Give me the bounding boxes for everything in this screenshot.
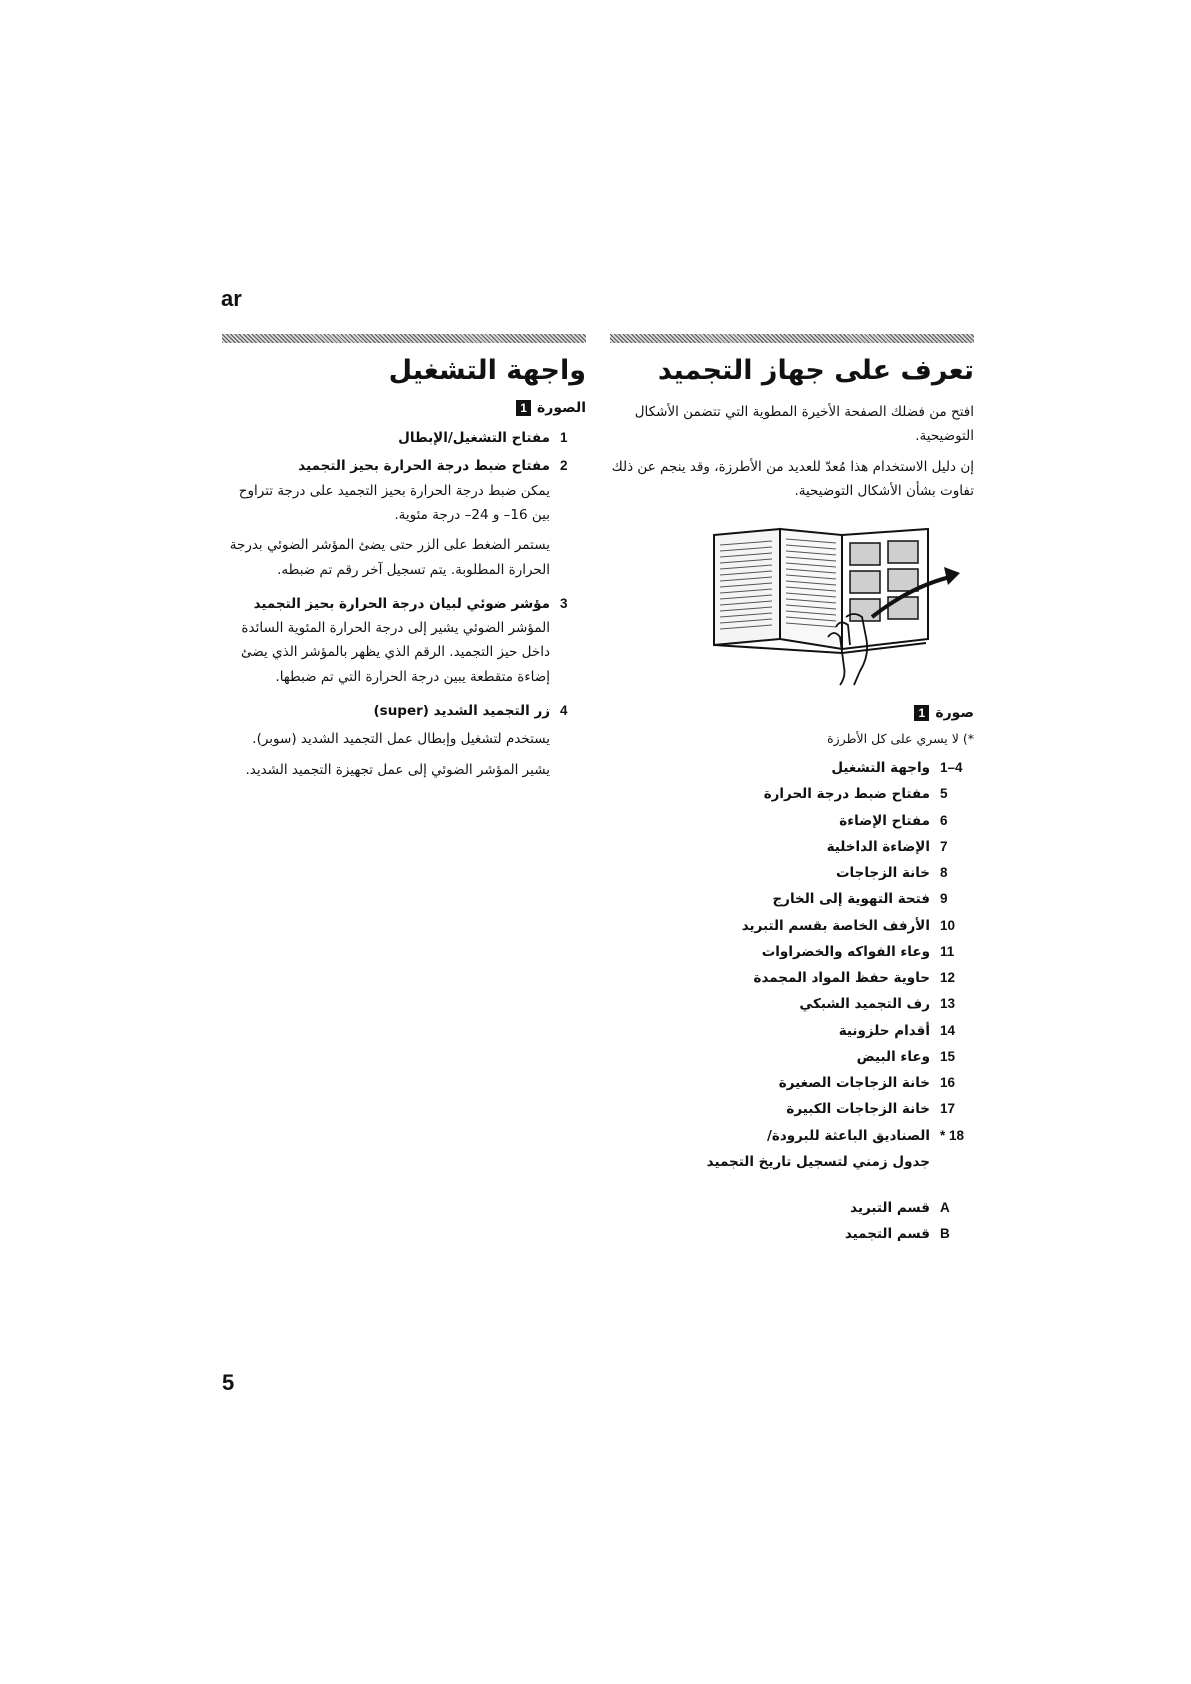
controls-list — [222, 426, 586, 723]
foldout-page-icon — [610, 517, 974, 687]
control-item — [222, 426, 586, 450]
figure-label — [610, 705, 974, 721]
control-description: المؤشر الضوئي يشير إلى درجة الحرارة المئوية السائدة داخل حيز التجميد. الرقم الذي يظهر بالمؤشر الذي يضئ إضاءة متقطعة يبين درجة الحرارة التي تم ضبطها. — [241, 620, 550, 685]
legend-item-number: 9 — [940, 891, 948, 907]
foldout-illustration — [610, 517, 974, 691]
legend-item — [610, 994, 974, 1014]
legend-item — [610, 811, 974, 831]
legend-item — [610, 968, 974, 988]
legend-item — [610, 916, 974, 936]
control-title: زر التجميد الشديد (super) — [373, 703, 550, 720]
legend-item-text: الإضاءة الداخلية — [826, 838, 930, 855]
section-rule — [610, 334, 974, 343]
controls-figure-label — [222, 400, 586, 416]
control-item — [222, 592, 586, 695]
legend-item-number: 8 — [940, 865, 948, 881]
legend-item — [610, 758, 974, 778]
control-title: مؤشر ضوئي لبيان درجة الحرارة بحيز التجميد — [253, 595, 550, 612]
section-letter: B — [940, 1226, 950, 1242]
section-item — [610, 1224, 974, 1244]
control-title: مفتاح ضبط درجة الحرارة بحيز التجميد — [298, 458, 550, 475]
control-item — [222, 699, 586, 723]
language-code: ar — [221, 286, 242, 311]
legend-item-text: وعاء الفواكه والخضراوات — [761, 943, 930, 960]
legend-item-number: 12 — [940, 970, 956, 986]
legend-item — [610, 1073, 974, 1093]
page-number: 5 — [222, 1370, 235, 1395]
legend-item-text: خانة الزجاجات الصغيرة — [778, 1075, 930, 1092]
legend-item-text: حاوية حفظ المواد المجمدة — [753, 970, 930, 987]
section-text: قسم التبريد — [850, 1200, 930, 1217]
legend-item-number: 14 — [940, 1022, 956, 1038]
controls-column — [222, 334, 586, 788]
legend-item-number: 6 — [940, 812, 948, 828]
legend-item-number: * 18 — [940, 1127, 965, 1143]
section-item — [610, 1198, 974, 1218]
legend-item-text: مفتاح الإضاءة — [839, 812, 930, 829]
models-note: *) لا يسري على كل الأطرزة — [827, 731, 974, 747]
legend-item — [610, 1047, 974, 1067]
control-item — [222, 454, 586, 587]
legend-item-text: فتحة التهوية إلى الخارج — [772, 891, 930, 908]
controls-figure-number-badge: 1 — [516, 400, 531, 416]
controls-figure-label-text: الصورة — [537, 400, 586, 417]
intro-paragraph-1: افتح من فضلك الصفحة الأخيرة المطوية التي تتضمن الأشكال التوضيحية. — [634, 404, 974, 445]
control-description: يمكن ضبط درجة الحرارة بحيز التجميد على درجة تتراوح بين 16– و 24– درجة مئوية. — [238, 482, 550, 523]
legend-item — [610, 942, 974, 962]
section-text: قسم التجميد — [844, 1226, 930, 1243]
legend-item — [610, 863, 974, 883]
legend-extra-row — [610, 1152, 974, 1172]
legend-item-text: واجهة التشغيل — [831, 760, 930, 777]
legend-item — [610, 837, 974, 857]
legend-item — [610, 784, 974, 804]
legend-item-number: 1–4 — [940, 760, 963, 776]
section-legend — [610, 1198, 974, 1245]
legend-item-text: وعاء البيض — [856, 1048, 930, 1065]
figure-number-badge: 1 — [914, 705, 929, 721]
legend-item-text: خانة الزجاجات الكبيرة — [786, 1101, 930, 1118]
control-description: يستمر الضغط على الزر حتى يضئ المؤشر الضوئي بدرجة الحرارة المطلوبة. يتم تسجيل آخر رقم تم ضبطه. — [229, 537, 550, 578]
legend-item-number: 11 — [940, 943, 955, 959]
legend-item — [610, 1021, 974, 1041]
legend-item-number: 16 — [940, 1075, 956, 1091]
legend-item — [610, 1126, 974, 1146]
control-number: 4 — [560, 703, 568, 719]
controls-title: واجهة التشغيل — [388, 355, 586, 386]
legend-item-number: 5 — [940, 786, 948, 802]
super-paragraph-1: يستخدم لتشغيل وإبطال عمل التجميد الشديد (سوبر). — [252, 731, 550, 748]
legend-item-number: 10 — [940, 917, 956, 933]
legend-item-number: 15 — [940, 1048, 956, 1064]
control-number: 3 — [560, 595, 568, 611]
legend-item-number: 7 — [940, 838, 948, 854]
component-legend — [610, 758, 974, 1146]
section-rule — [222, 334, 586, 343]
legend-extra-text: جدول زمني لتسجيل تاريخ التجميد — [706, 1153, 930, 1170]
intro-column — [610, 334, 974, 1251]
intro-paragraph-2: إن دليل الاستخدام هذا مُعدّ للعديد من الأطرزة، وقد ينجم عن ذلك تفاوت بشأن الأشكال التوضيحية. — [611, 458, 974, 499]
legend-item-text: أقدام حلزونية — [838, 1022, 930, 1039]
super-paragraph-2: يشير المؤشر الضوئي إلى عمل تجهيزة التجميد الشديد. — [245, 761, 550, 778]
intro-title: تعرف على جهاز التجميد — [657, 355, 974, 386]
legend-item — [610, 889, 974, 909]
legend-item — [610, 1099, 974, 1119]
figure-label-text: صورة — [935, 705, 974, 722]
legend-item-text: مفتاح ضبط درجة الحرارة — [763, 786, 930, 803]
legend-item-text: خانة الزجاجات — [835, 865, 930, 882]
section-letter: A — [940, 1200, 950, 1216]
control-title: مفتاح التشغيل/الإبطال — [398, 430, 550, 447]
control-number: 1 — [560, 430, 568, 446]
legend-item-text: الصناديق الباعثة للبرودة/ — [766, 1127, 930, 1144]
legend-item-number: 17 — [940, 1101, 956, 1117]
legend-item-text: الأرفف الخاصة بقسم التبريد — [741, 917, 930, 934]
legend-item-text: رف التجميد الشبكي — [799, 996, 930, 1013]
legend-item-number: 13 — [940, 996, 956, 1012]
control-number: 2 — [560, 458, 568, 474]
